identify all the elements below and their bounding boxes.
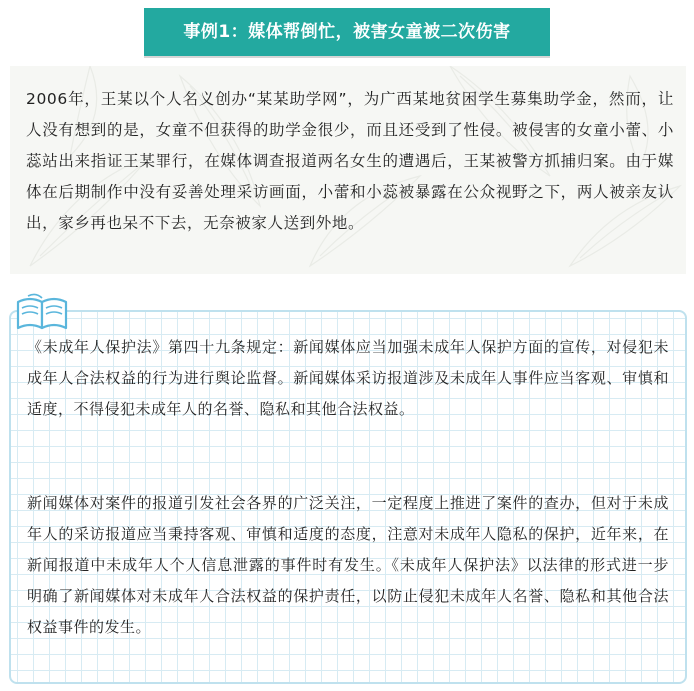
open-book-icon <box>14 290 70 332</box>
law-paragraph: 《未成年人保护法》第四十九条规定：新闻媒体应当加强未成年人保护方面的宣传，对侵犯未成年人合法权益的行为进行舆论监督。新闻媒体采访报道涉及未成年人事件应当客观、审慎和适度，不得侵犯未成年人的名誉、隐私和其他合法权益。 <box>27 338 669 418</box>
case-paragraph: 2006年，王某以个人名义创办“某某助学网”，为广西某地贫困学生募集助学金，然而，让人没有想到的是，女童不但获得的助学金很少，而且还受到了性侵。被侵害的女童小蕾、小蕊站出来指证王某罪行，在媒体调查报道两名女生的遭遇后，王某被警方抓捕归案。由于媒体在后期制作中没有妥善处理采访画面，小蕾和小蕊被暴露在公众视野之下，两人被亲友认出，家乡再也呆不下去，无奈被家人送到外地。 <box>26 90 674 232</box>
notebook-grid-section <box>9 310 687 684</box>
comment-paragraph: 新闻媒体对案件的报道引发社会各界的广泛关注，一定程度上推进了案件的查办，但对于未成年人的采访报道应当秉持客观、审慎和适度的态度，注意对未成年人隐私的保护，近年来，在新闻报道中未成年人个人信息泄露的事件时有发生。《未成年人保护法》以法律的形式进一步明确了新闻媒体对未成年人合法权益的保护责任，以防止侵犯未成年人名誉、隐私和其他合法权益事件的发生。 <box>27 494 669 636</box>
page-title: 事例1：媒体帮倒忙，被害女童被二次伤害 <box>144 8 550 56</box>
case-section <box>10 66 686 274</box>
